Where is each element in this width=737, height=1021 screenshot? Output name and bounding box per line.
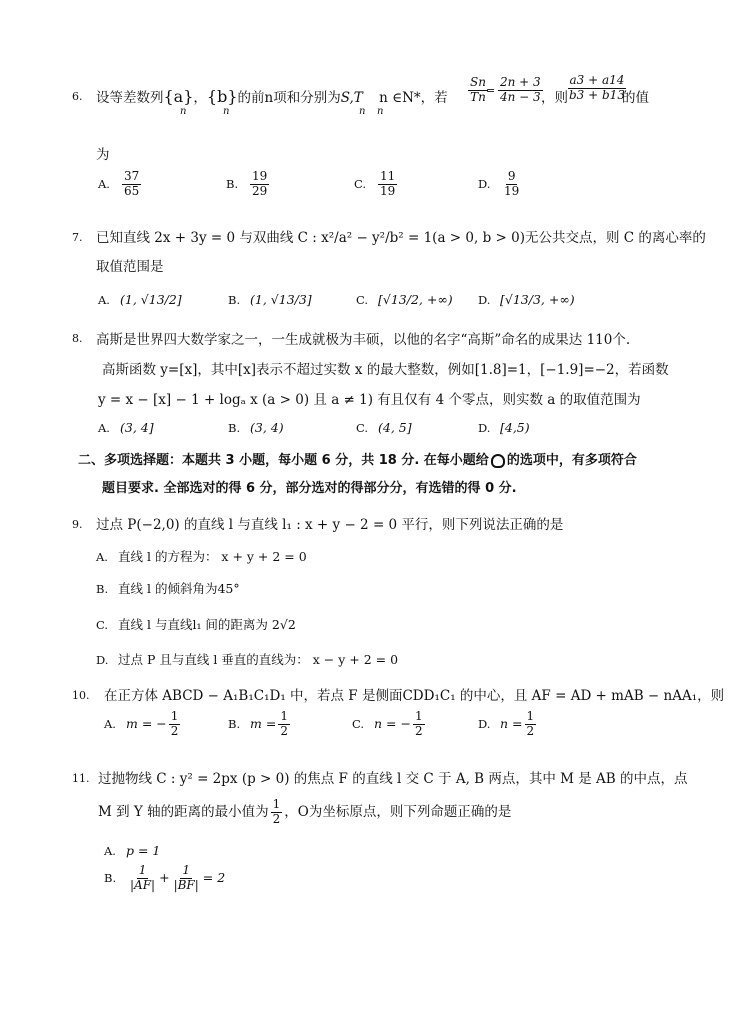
option-a: A. m = − $\frac{1}{2}$	[104, 709, 179, 738]
option-c: C. (4, 5]	[356, 420, 412, 435]
seq-b: {b}	[206, 87, 238, 106]
q6-text-e: 为	[96, 147, 110, 163]
q6-text-c: ，则	[541, 90, 568, 106]
option-c: C. n = − $\frac{1}{2}$	[352, 709, 423, 738]
option-b: B. $\frac{1}{|AF|}$ + $\frac{1}{|BF|}$ = 2	[104, 863, 226, 892]
option-a: A. 直线 l 的方程为： x + y + 2 = 0	[96, 549, 307, 564]
fraction-s-over-t: $\frac{Sn}{Tn}$	[470, 75, 486, 104]
question-number: 9.	[72, 518, 83, 531]
question-8-line-1: 高斯是世界四大数学家之一，一生成就极为丰硕，以他的名字“高斯”命名的成果达 110个.	[96, 332, 631, 348]
question-8-line-2: 高斯函数 y=[x]，其中[x]表示不超过实数 x 的最大整数，例如[1.8]=1，[−1.9]=−2，若函数	[102, 362, 669, 378]
option-c: C. [√13/2, +∞)	[356, 292, 453, 307]
option-d: D. [√13/3, +∞)	[478, 292, 575, 307]
option-b: B. m = $\frac{1}{2}$	[228, 709, 288, 738]
question-number: 8.	[72, 332, 83, 345]
option-a: A. $\frac{37}{65}$	[98, 169, 140, 198]
question-number: 10.	[72, 689, 90, 702]
question-7-line-1: 已知直线 2x + 3y = 0 与双曲线 C : x²/a² − y²/b² = 1(a > 0, b > 0)无公共交点，则 C 的离心率的	[96, 230, 706, 246]
q6-cond: n ∈N*，若	[379, 90, 448, 106]
fraction-a-over-b: $\frac{a3 + a14}{b3 + b13}$	[569, 73, 625, 102]
option-b: B. (1, √13/3]	[228, 292, 312, 307]
option-b: B. 直线 l 的倾斜角为45°	[96, 581, 240, 596]
sum-t: ,T	[349, 90, 363, 106]
st-sub-2: n	[377, 106, 384, 117]
question-8-line-3: y = x − [x] − 1 + logₐ x (a > 0) 且 a ≠ 1) 有且仅有 4 个零点，则实数 a 的取值范围为	[98, 392, 641, 408]
seq-a-sub: n	[180, 106, 187, 117]
option-d: D. $\frac{9}{19}$	[478, 169, 520, 198]
question-7-line-2: 取值范围是	[96, 259, 164, 275]
option-b: B. (3, 4)	[228, 420, 284, 435]
option-b: B. $\frac{19}{29}$	[226, 169, 268, 198]
question-number: 11.	[72, 772, 90, 785]
question-11-line-2: M 到 Y 轴的距离的最小值为 $\frac{1}{2}$ ，O为坐标原点，则下列命题正确的是	[98, 797, 512, 826]
question-11-line-1: 过抛物线 C : y² = 2px (p > 0) 的焦点 F 的直线 l 交 C 于 A, B 两点，其中 M 是 AB 的中点，点	[98, 771, 688, 787]
q6-text: 设等差数列	[96, 90, 164, 106]
question-9-line-1: 过点 P(−2,0) 的直线 l 与直线 l₁ : x + y − 2 = 0 平行，则下列说法正确的是	[96, 517, 564, 533]
seq-a: {a}	[163, 87, 194, 106]
question-6-line-1: 设等差数列{a}，{b}的前n项和分别为S,T n ∈N*，若	[96, 87, 448, 106]
question-number: 6.	[72, 90, 83, 103]
option-d: D. n = $\frac{1}{2}$	[478, 709, 535, 738]
question-number: 7.	[72, 231, 83, 244]
question-10-line-1: 在正方体 ABCD − A₁B₁C₁D₁ 中，若点 F 是侧面CDD₁C₁ 的中心，且 AF = AD + mAB − nAA₁，则	[104, 688, 725, 704]
section-header: 二、多项选择题：本题共 3 小题，每小题 6 分，共 18 分. 在每小题给 的选项中，有多项符合	[78, 453, 637, 468]
option-a: A. p = 1	[104, 843, 161, 858]
headphones-icon	[491, 454, 505, 468]
fraction-2n3-over-4n3: $\frac{2n + 3}{4n - 3}$	[500, 75, 541, 104]
option-c: C. 直线 l 与直线l₁ 间的距离为 2√2	[96, 617, 296, 632]
option-d: D. 过点 P 且与直线 l 垂直的直线为： x − y + 2 = 0	[96, 652, 399, 667]
st-sub-1: n	[359, 106, 366, 117]
equals-sign: =	[486, 84, 496, 97]
q6-text-b: 的前n项和分别为	[237, 90, 341, 106]
option-c: C. $\frac{11}{19}$	[354, 169, 396, 198]
option-a: A. (3, 4]	[98, 420, 154, 435]
option-d: D. [4,5)	[478, 420, 530, 435]
sum-s: S	[340, 90, 350, 106]
section-header-line-2: 题目要求. 全部选对的得 6 分，部分选对的得部分分，有选错的得 0 分.	[102, 481, 517, 496]
option-a: A. (1, √13/2]	[98, 292, 182, 307]
q6-text-d: 的值	[622, 90, 649, 106]
seq-b-sub: n	[223, 106, 230, 117]
